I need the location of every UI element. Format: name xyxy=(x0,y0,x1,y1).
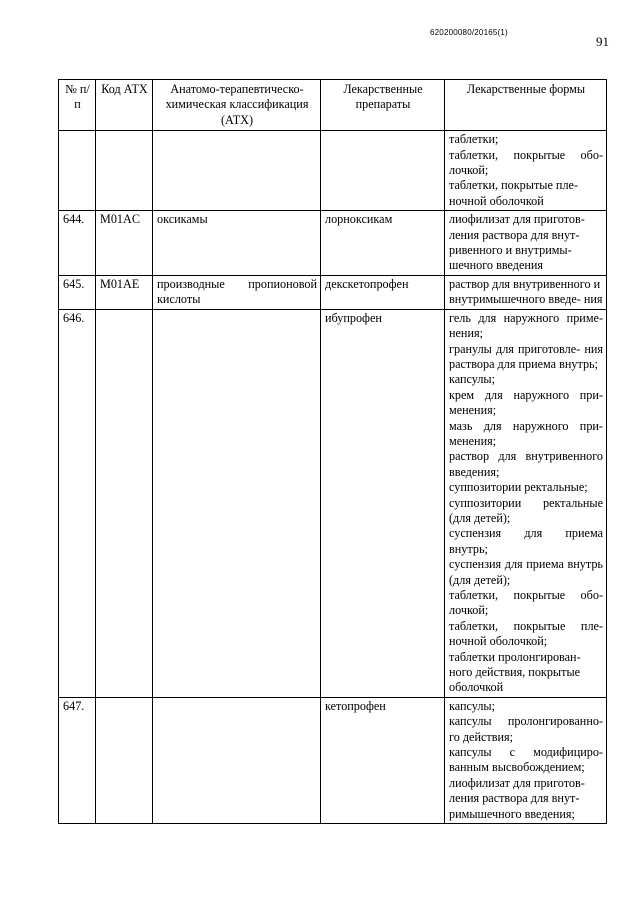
table-row xyxy=(59,131,607,211)
dosage-form-item: мазь для наружного при- менения; xyxy=(449,418,603,448)
table-body xyxy=(59,131,607,824)
dosage-form-item: суппозитории ректальные; xyxy=(449,480,588,495)
atx-table xyxy=(58,79,607,824)
dosage-form-item: гель для наружного приме- нения; xyxy=(449,310,603,341)
column-header-classification: Анатомо-терапевтическо-химическая классификация (АТХ) xyxy=(153,80,321,131)
drug-name: лорноксикам xyxy=(321,211,445,276)
dosage-form-item: лиофилизат для приготов- ления раствора для внут- римышечного введения; xyxy=(449,775,585,821)
table-row xyxy=(59,309,607,697)
dosage-form-item: суспензия для приема внутрь; xyxy=(449,526,603,556)
row-number: 646. xyxy=(59,309,96,697)
dosage-form-item: капсулы пролонгированно- го действия; xyxy=(449,714,603,744)
dosage-form-item: таблетки, покрытые обо- лочкой; xyxy=(449,588,603,618)
document-id: 620200080/20165(1) xyxy=(430,28,508,37)
atx-classification xyxy=(153,697,321,823)
dosage-forms xyxy=(445,697,607,823)
dosage-form-item: таблетки, покрытые пле- ночной оболочкой xyxy=(449,178,578,208)
dosage-form-item: капсулы; xyxy=(449,372,495,387)
atx-classification xyxy=(153,309,321,697)
dosage-forms xyxy=(445,131,607,211)
dosage-forms xyxy=(445,309,607,697)
atx-code xyxy=(96,309,153,697)
atx-classification xyxy=(153,131,321,211)
table-header xyxy=(59,80,607,131)
dosage-form-item: суппозитории ректальные (для детей); xyxy=(449,495,603,525)
dosage-form-item: таблетки, покрытые обо- лочкой; xyxy=(449,147,603,178)
dosage-form-item: лиофилизат для приготов- ления раствора для внут- ривенного и внутримы- шечного введения xyxy=(449,212,585,273)
dosage-form-item: раствор для внутривенного введения; xyxy=(449,449,603,479)
drug-name: кетопрофен xyxy=(321,697,445,823)
header-row xyxy=(59,80,607,131)
column-header-number: № п/п xyxy=(59,80,96,131)
page-number: 91 xyxy=(596,34,609,49)
drug-name: декскетопрофен xyxy=(321,275,445,309)
dosage-forms xyxy=(445,275,607,309)
atx-code xyxy=(96,697,153,823)
dosage-form-item: крем для наружного при- менения; xyxy=(449,387,603,418)
table-row xyxy=(59,275,607,309)
dosage-form-item: суспензия для приема внутрь (для детей); xyxy=(449,557,603,587)
atx-code xyxy=(96,131,153,211)
row-number: 645. xyxy=(59,275,96,309)
dosage-form-item: капсулы с модифициро- ванным высвобождением; xyxy=(449,745,603,775)
column-header-code: Код АТХ xyxy=(96,80,153,131)
dosage-form-item: гранулы для приготовле- ния раствора для приема внутрь; xyxy=(449,341,603,371)
table-row xyxy=(59,697,607,823)
drug-name: ибупрофен xyxy=(321,309,445,697)
dosage-form-item: раствор для внутривенного и внутримышечного введе- ния xyxy=(449,276,603,307)
dosage-form-item: капсулы; xyxy=(449,698,495,713)
atx-code: M01AC xyxy=(96,211,153,276)
table-row xyxy=(59,211,607,276)
atx-classification: оксикамы xyxy=(153,211,321,276)
atx-code: M01AE xyxy=(96,275,153,309)
dosage-forms xyxy=(445,211,607,276)
atx-classification: производные пропионовой кислоты xyxy=(153,275,321,309)
drug-name xyxy=(321,131,445,211)
dosage-form-item: таблетки пролонгирован- ного действия, покрытые оболочкой xyxy=(449,649,581,695)
row-number: 644. xyxy=(59,211,96,276)
column-header-forms: Лекарственные формы xyxy=(445,80,607,131)
dosage-form-item: таблетки, покрытые пле- ночной оболочкой; xyxy=(449,618,603,649)
row-number xyxy=(59,131,96,211)
dosage-form-item: таблетки; xyxy=(449,132,499,147)
row-number: 647. xyxy=(59,697,96,823)
column-header-drug: Лекарственные препараты xyxy=(321,80,445,131)
